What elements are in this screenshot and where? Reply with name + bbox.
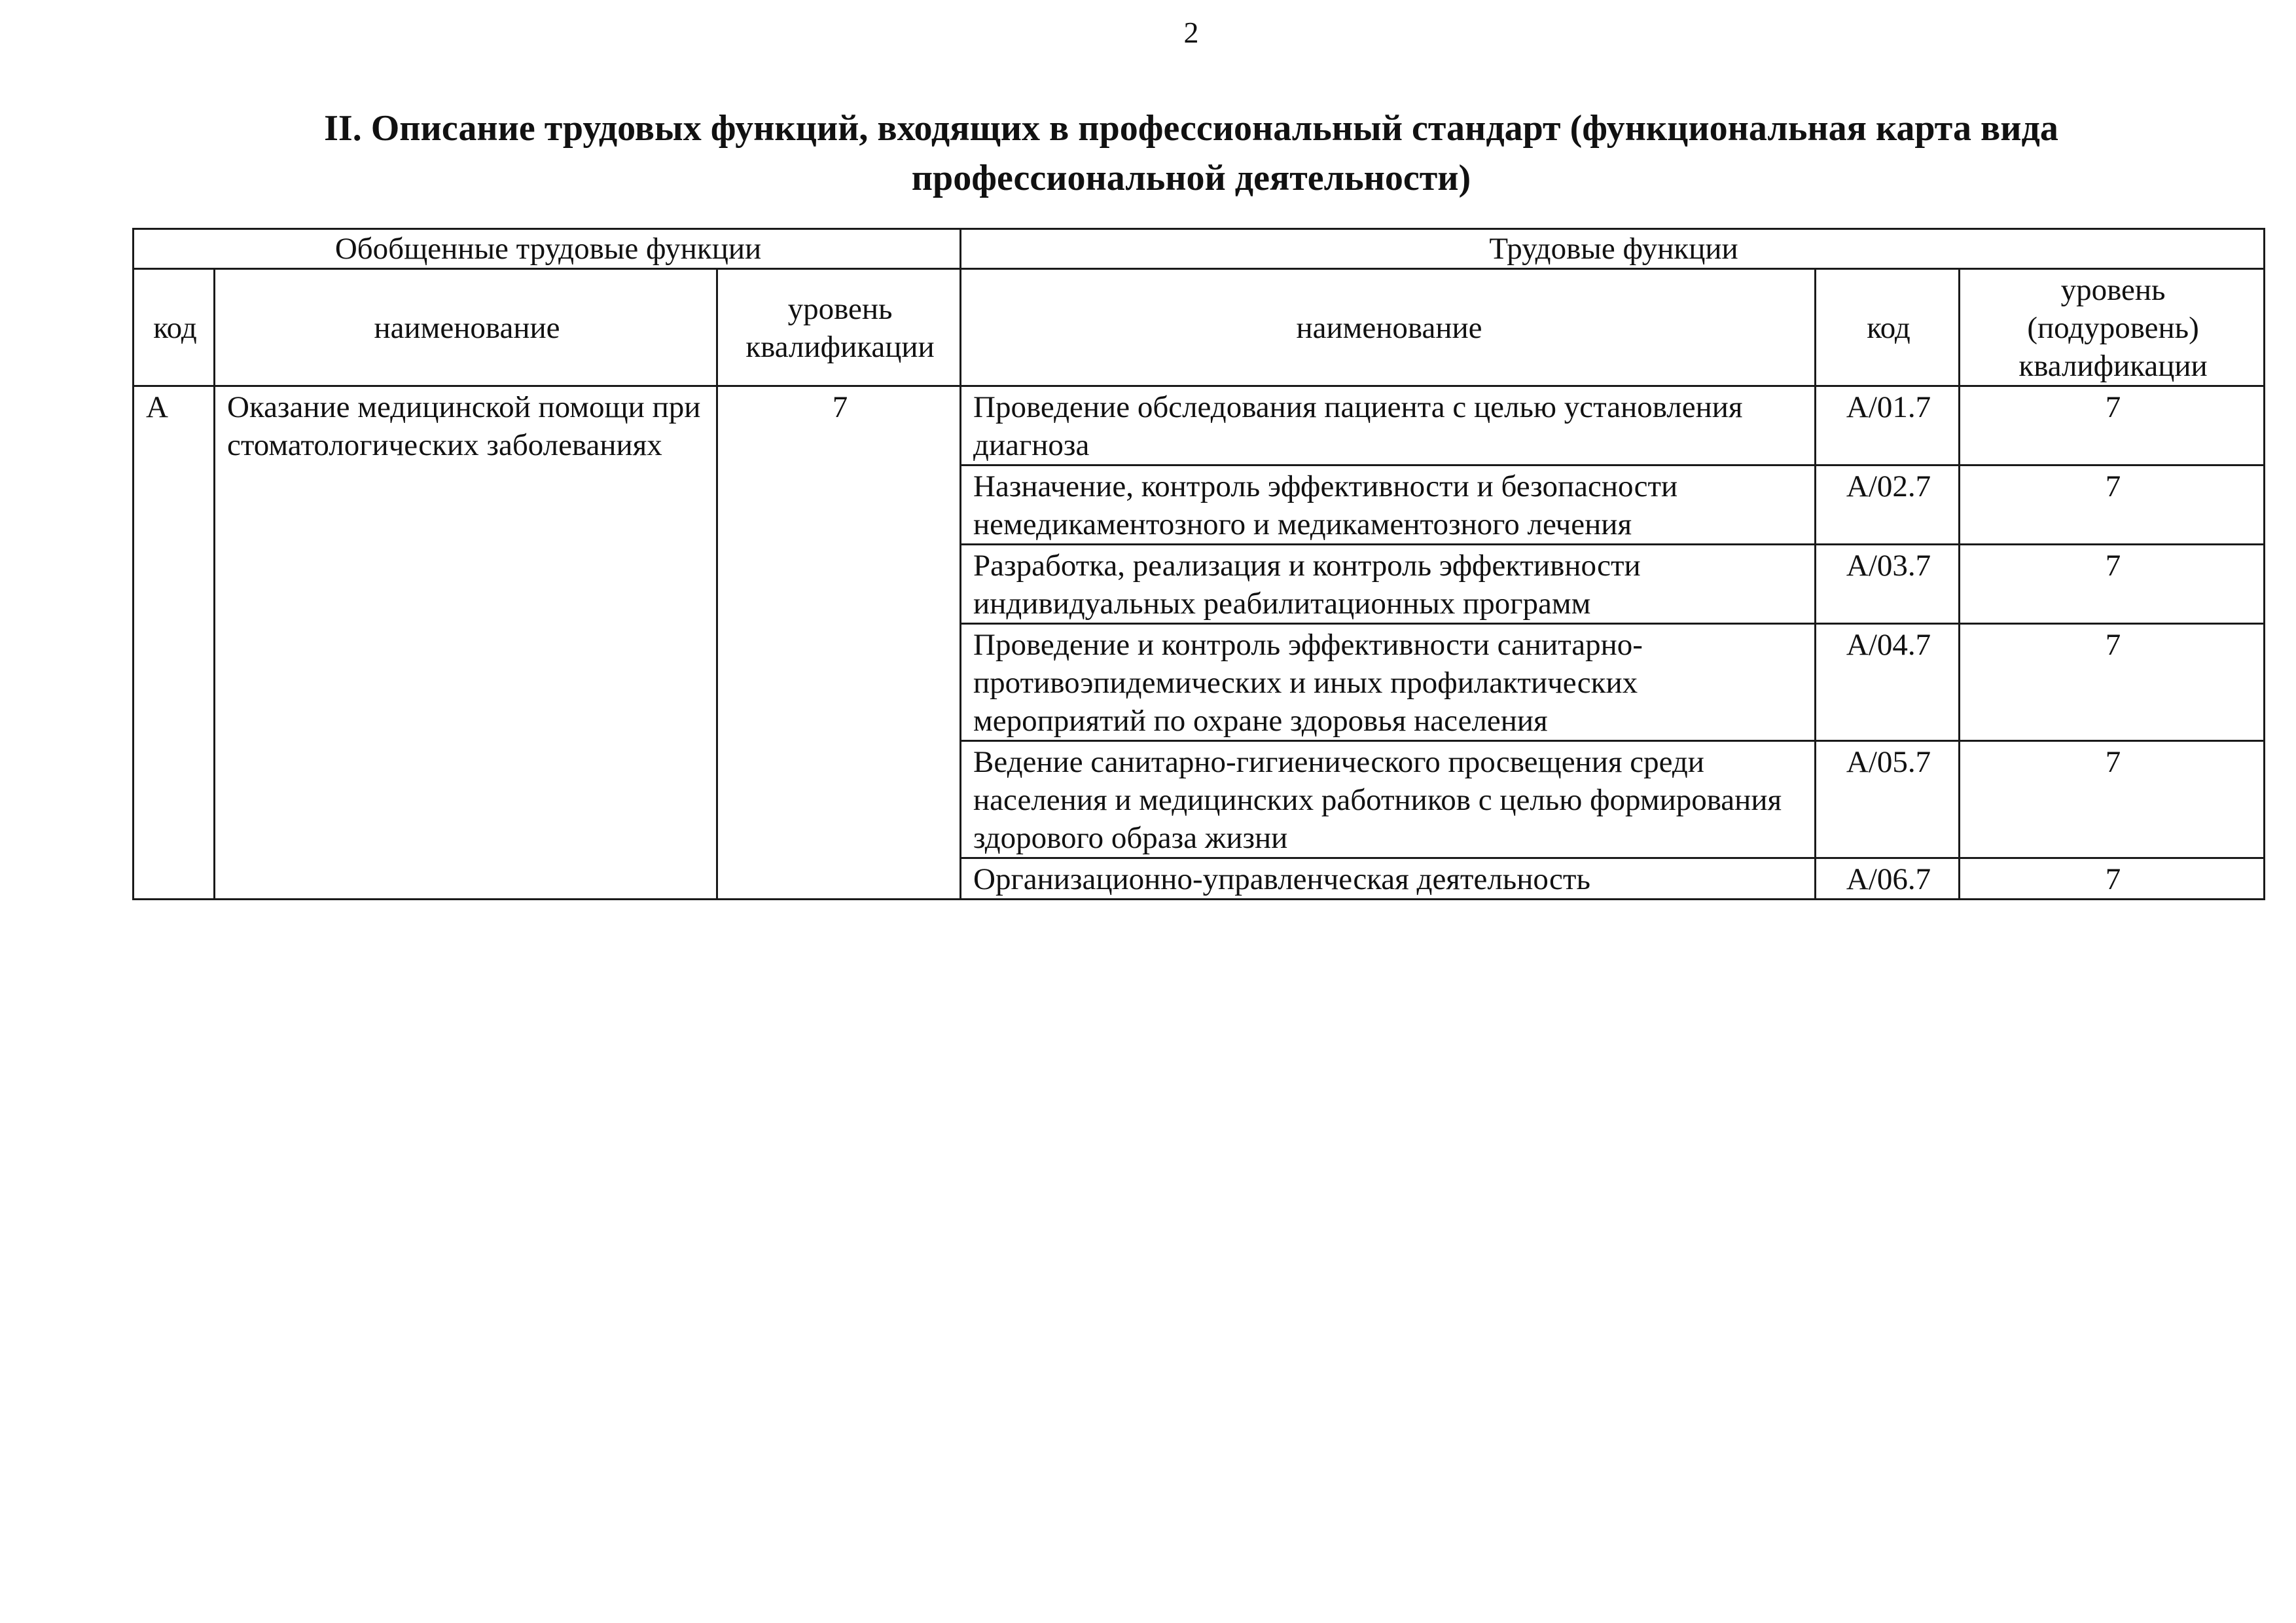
page-number: 2: [1183, 16, 1199, 49]
function-name: Назначение, контроль эффективности и безопасности немедикаментозного и медикаментозного лечения: [961, 465, 1816, 545]
function-level: 7: [1960, 858, 2265, 900]
function-code: А/03.7: [1816, 545, 1960, 624]
gen-name-header: наименование: [215, 269, 717, 386]
table-row: [134, 386, 2265, 465]
function-code: А/04.7: [1816, 624, 1960, 741]
function-name: Проведение и контроль эффективности санитарно-противоэпидемических и иных профилактических мероприятий по охране здоровья населения: [961, 624, 1816, 741]
func-level-header: уровень (подуровень) квалификации: [1960, 269, 2265, 386]
gen-level-header: уровень квалификации: [717, 269, 961, 386]
gen-code-header: код: [134, 269, 215, 386]
function-name: Организационно-управленческая деятельность: [961, 858, 1816, 900]
generalized-function-code: А: [134, 386, 215, 900]
function-code: А/05.7: [1816, 741, 1960, 858]
generalized-functions-header: Обобщенные трудовые функции: [134, 229, 961, 269]
labor-functions-header: Трудовые функции: [961, 229, 2265, 269]
function-name: Проведение обследования пациента с целью установления диагноза: [961, 386, 1816, 465]
function-level: 7: [1960, 741, 2265, 858]
func-name-header: наименование: [961, 269, 1816, 386]
function-level: 7: [1960, 386, 2265, 465]
function-code: А/06.7: [1816, 858, 1960, 900]
function-level: 7: [1960, 545, 2265, 624]
func-code-header: код: [1816, 269, 1960, 386]
generalized-function-level: 7: [717, 386, 961, 900]
section-title: II. Описание трудовых функций, входящих в профессиональный стандарт (функциональная карта вида профессиональной деятельности): [324, 108, 2058, 198]
function-level: 7: [1960, 624, 2265, 741]
function-name: Ведение санитарно-гигиенического просвещения среди населения и медицинских работников с целью формирования здорового образа жизни: [961, 741, 1816, 858]
column-header-row: [134, 269, 2265, 386]
function-level: 7: [1960, 465, 2265, 545]
function-code: А/02.7: [1816, 465, 1960, 545]
function-code: А/01.7: [1816, 386, 1960, 465]
group-header-row: [134, 229, 2265, 269]
function-name: Разработка, реализация и контроль эффективности индивидуальных реабилитационных программ: [961, 545, 1816, 624]
generalized-function-name: Оказание медицинской помощи при стоматологических заболеваниях: [215, 386, 717, 900]
functional-map-table: [132, 228, 2265, 900]
